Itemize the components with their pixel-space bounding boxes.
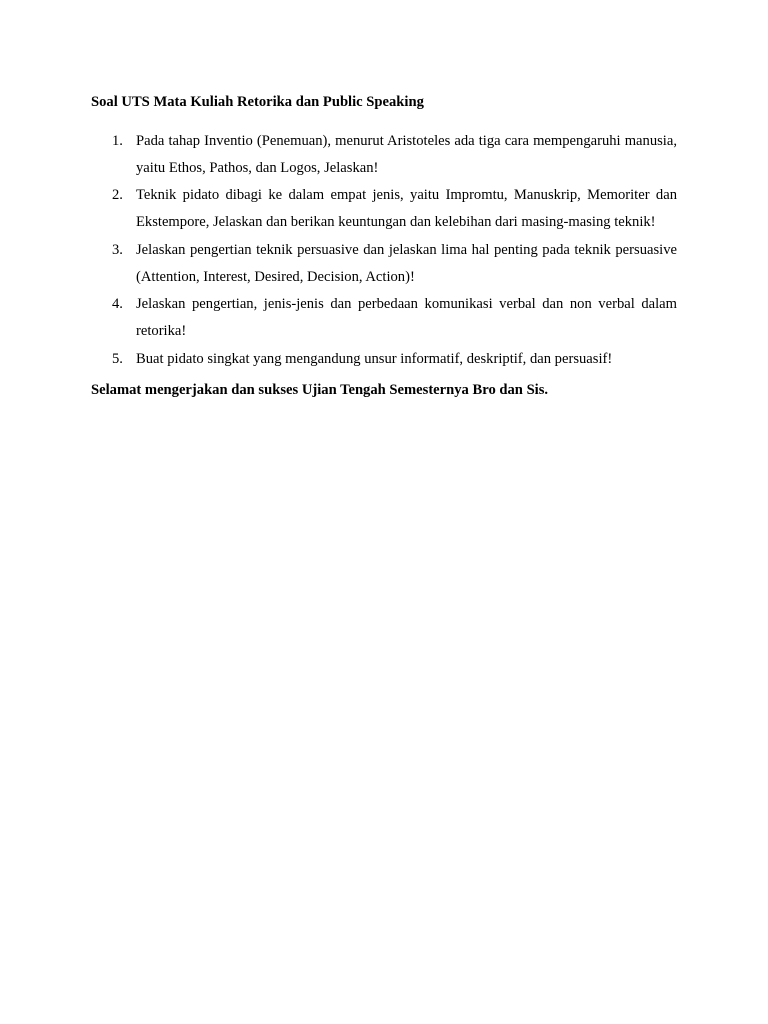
closing-message: Selamat mengerjakan dan sukses Ujian Tengah Semesternya Bro dan Sis. bbox=[91, 382, 549, 398]
question-item-5 bbox=[91, 346, 677, 373]
question-number: 2. bbox=[112, 187, 123, 204]
question-list bbox=[91, 128, 677, 373]
question-text: Jelaskan pengertian, jenis-jenis dan perbedaan komunikasi verbal dan non verbal dalam retorika! bbox=[136, 296, 677, 339]
question-number: 5. bbox=[112, 350, 123, 367]
question-text: Jelaskan pengertian teknik persuasive dan jelaskan lima hal penting pada teknik persuasive (Attention, Interest, Desired, Decision, Action)! bbox=[136, 241, 677, 285]
question-text: Buat pidato singkat yang mengandung unsur informatif, deskriptif, dan persuasif! bbox=[136, 350, 613, 367]
question-item-1 bbox=[91, 128, 677, 181]
question-item-2 bbox=[91, 182, 677, 235]
question-item-4 bbox=[91, 291, 677, 344]
page-title: Soal UTS Mata Kuliah Retorika dan Public Speaking bbox=[91, 94, 424, 110]
question-text: Pada tahap Inventio (Penemuan), menurut Aristoteles ada tiga cara mempengaruhi manusia, yaitu Ethos, Pathos, dan Logos, Jelaskan! bbox=[136, 133, 677, 176]
question-number: 3. bbox=[112, 241, 123, 258]
question-number: 4. bbox=[112, 296, 123, 313]
question-item-3 bbox=[91, 237, 677, 290]
question-text: Teknik pidato dibagi ke dalam empat jenis, yaitu Impromtu, Manuskrip, Memoriter dan Ekstempore, Jelaskan dan berikan keuntungan dan kelebihan dari masing-masing teknik! bbox=[136, 187, 677, 231]
question-number: 1. bbox=[112, 133, 123, 149]
